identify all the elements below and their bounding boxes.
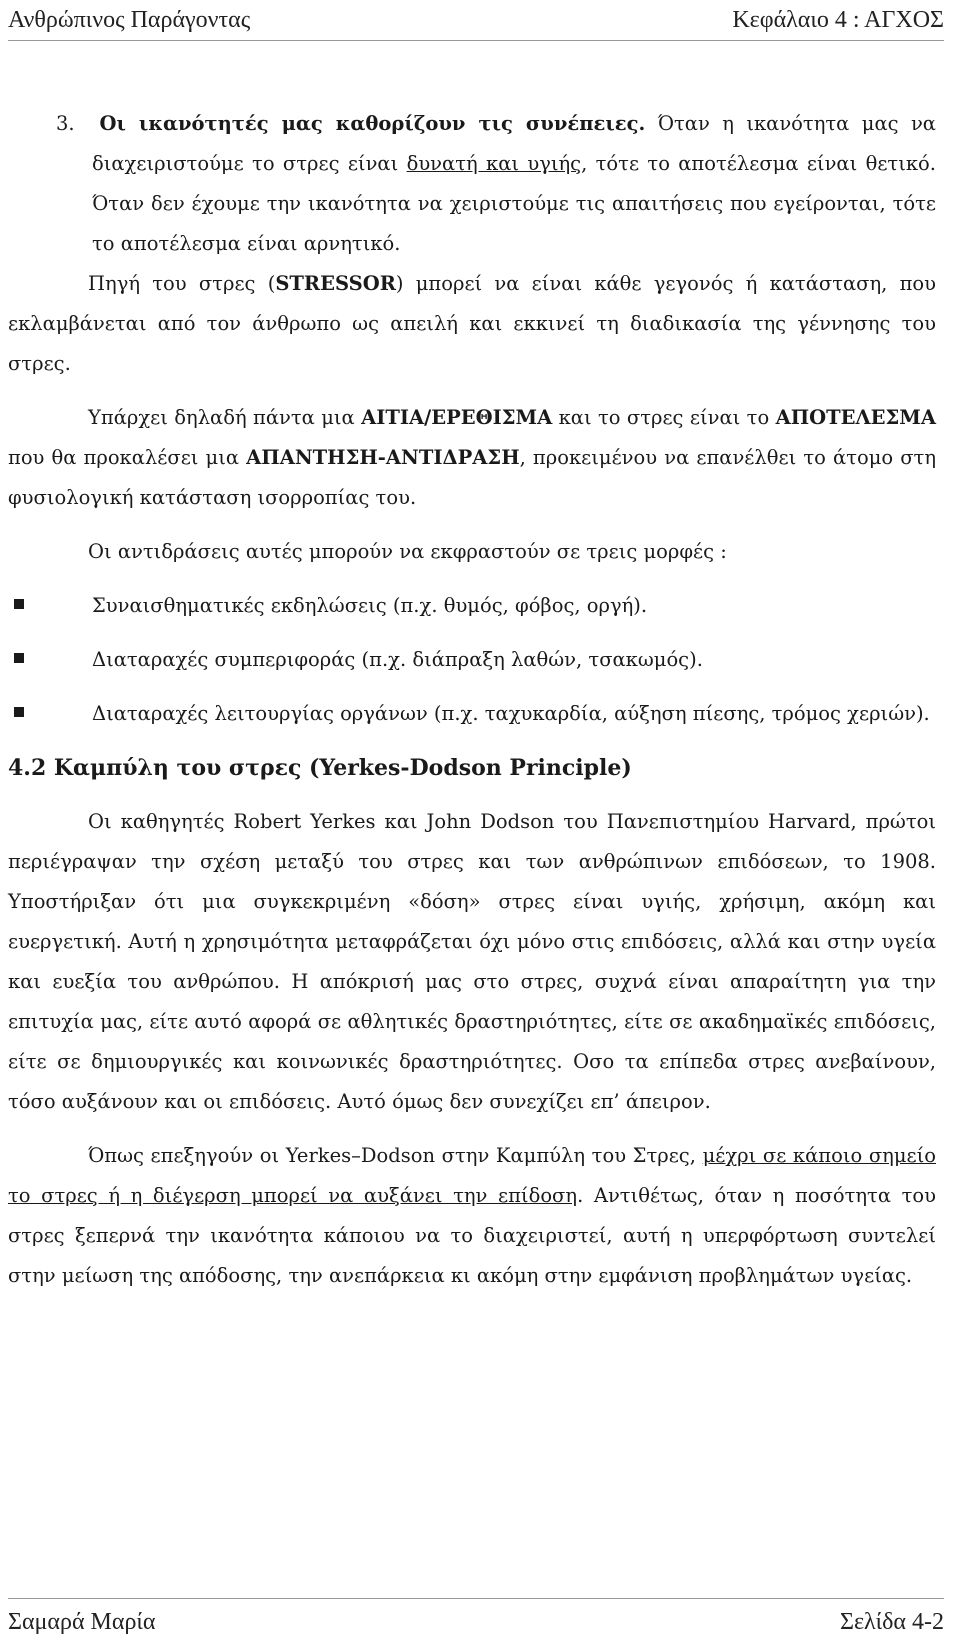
section-paragraph-1: Οι καθηγητές Robert Yerkes και John Dodson του Πανεπιστημίου Harvard, πρώτοι περιέγραψαν την σχέση μεταξύ του στρες και των ανθρώπινων επιδόσεων, το 1908. Υποστήριξαν ότι μια συγκεκριμένη «δόση» στρες είναι υγιής, χρήσιμη, ακόμη και ευεργετική. Αυτή η χρησιμότητα μεταφράζεται όχι μόνο στις επιδόσεις, αλλά και στην υγεία και ευεξία του ανθρώπου. Η απόκρισή μας στο στρες, συχνά είναι απαραίτητη για την επιτυχία μας, είτε αυτό αφορά σε αθλητικές δραστηριότητες, είτε σε ακαδημαϊκές επιδόσεις, είτε σε δημιουργικές και κοινωνικές δραστηριότητες. Οσο τα επίπεδα στρες ανεβαίνουν, τόσο αυξάνουν και οι επιδόσεις. Αυτό όμως δεν συνεχίζει επ’ άπειρον. [8,810,936,1113]
list-item-text: Διαταραχές λειτουργίας οργάνων (π.χ. ταχυκαρδία, αύξηση πίεσης, τρόμος χεριών). [92,702,930,725]
list-item-3 [8,104,936,264]
list-item [8,586,936,626]
cause-paragraph [8,398,936,518]
cause-text-3: που θα προκαλέσει μια [8,446,247,469]
item-number: 3. [56,112,75,135]
footer-author: Σαμαρά Μαρία [8,1608,156,1635]
square-bullet-icon [14,599,24,609]
reactions-intro: Οι αντιδράσεις αυτές μπορούν να εκφραστούν σε τρεις μορφές : [88,540,727,563]
list-item-text: Διαταραχές συμπεριφοράς (π.χ. διάπραξη λαθών, τσακωμός). [92,648,703,671]
para2-text-2: . Αντιθέτως, όταν η ποσότητα του στρες ξεπερνά την ικανότητα κάποιου να το διαχειριστεί, αυτή η υπερφόρτωση συντελεί στην μείωση της απόδοσης, την ανεπάρκεια κι ακόμη στην εμφάνιση προβλημάτων υγείας. [8,1184,936,1287]
stressor-text-1: Πηγή του στρες ( [88,272,276,295]
page-footer [8,1598,944,1645]
cause-text-1: Υπάρχει δηλαδή πάντα μια [88,406,362,429]
stressor-text-2: ) μπορεί να είναι κάθε γεγονός ή κατάσταση, που εκλαμβάνεται από τον άνθρωπο ως απειλή και εκκινεί τη διαδικασία της γέννησης του στρες. [8,272,936,375]
item-underlined: δυνατή και υγιής [406,152,582,175]
cause-term-1: ΑΙΤΙΑ/ΕΡΕΘΙΣΜΑ [361,406,553,429]
stressor-term: STRESSOR [275,272,396,295]
section-paragraph-2 [8,1136,936,1296]
footer-page-number: Σελίδα 4-2 [839,1608,944,1635]
cause-text-2: και το στρες είναι το [552,406,776,429]
section-heading: 4.2 Καμπύλη του στρες (Yerkes-Dodson Principle) [8,755,632,781]
item-lead: Οι ικανότητές μας καθορίζουν τις συνέπειες. [99,112,646,135]
cause-text-4: , προκειμένου να επανέλθει το άτομο στη φυσιολογική κατάσταση ισορροπίας του. [8,446,936,509]
list-item [8,694,936,734]
item-text-2: , τότε το αποτέλεσμα είναι θετικό. Όταν δεν έχουμε την ικανότητα να χειριστούμε τις απαιτήσεις που εγείρονται, τότε το αποτέλεσμα είναι αρνητικό. [92,152,936,255]
stressor-paragraph [8,264,936,384]
header-chapter: Κεφάλαιο 4 : ΑΓΧΟΣ [732,6,944,33]
page-header [8,0,944,41]
list-item [8,640,936,680]
page-content [8,104,936,1296]
square-bullet-icon [14,707,24,717]
square-bullet-icon [14,653,24,663]
cause-term-2: ΑΠΟΤΕΛΕΣΜΑ [775,406,936,429]
list-item-text: Συναισθηματικές εκδηλώσεις (π.χ. θυμός, φόβος, οργή). [92,594,648,617]
para2-underlined: μέχρι σε κάποιο σημείο το στρες ή η διέγερση μπορεί να αυξάνει την επίδοση [8,1144,936,1207]
cause-term-3: ΑΠΑΝΤΗΣΗ-ΑΝΤΙΔΡΑΣΗ [246,446,520,469]
reactions-list [8,586,936,734]
item-text-1: Όταν η ικανότητα μας να διαχειριστούμε το στρες είναι [92,112,936,175]
header-book-title: Ανθρώπινος Παράγοντας [8,6,251,33]
para2-text-1: Όπως επεξηγούν οι Yerkes–Dodson στην Καμπύλη του Στρες, [88,1144,703,1167]
